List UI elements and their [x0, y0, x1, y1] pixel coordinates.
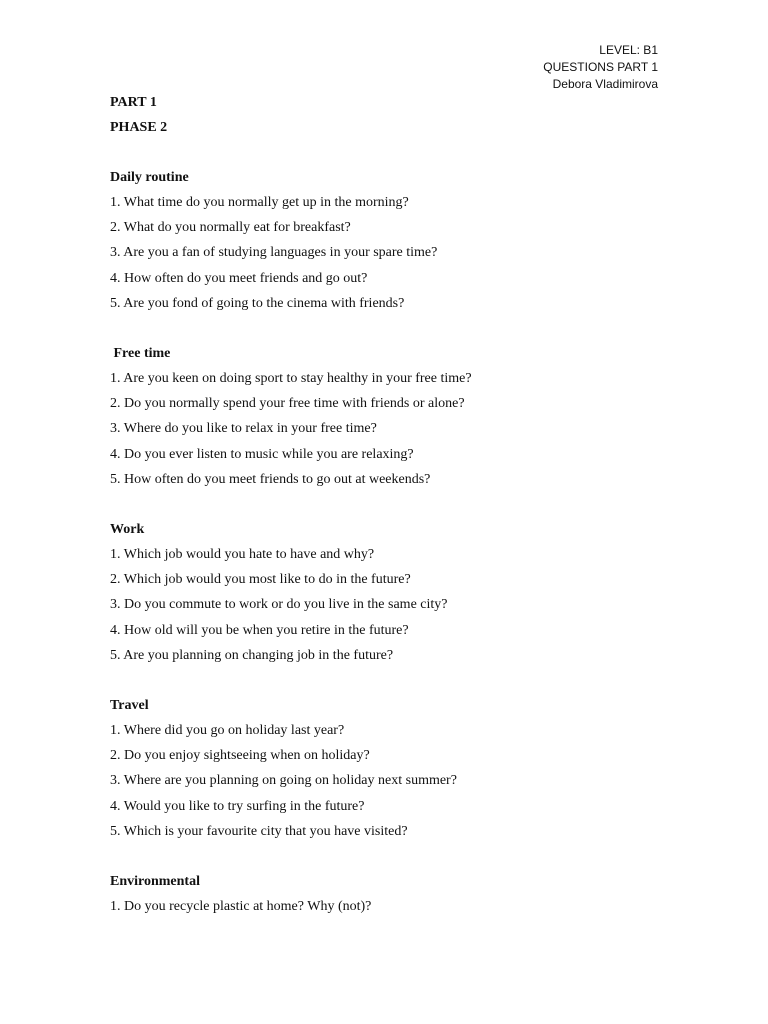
author-name: Debora Vladimirova [552, 77, 658, 91]
section-daily-routine [110, 165, 670, 316]
question-item: 4. Do you ever listen to music while you are relaxing? [110, 446, 414, 462]
question-item: 4. How often do you meet friends and go out? [110, 270, 368, 286]
section-heading: Free time [110, 346, 171, 362]
question-item: 1. Do you recycle plastic at home? Why (not)? [110, 899, 372, 915]
spacer [110, 492, 670, 517]
question-item: 1. Are you keen on doing sport to stay healthy in your free time? [110, 371, 472, 387]
document-header [543, 42, 658, 93]
question-item: 2. Which job would you most like to do in the future? [110, 572, 411, 588]
spacer [110, 668, 670, 693]
section-heading: Travel [110, 698, 149, 714]
question-item: 3. Where do you like to relax in your free time? [110, 421, 377, 437]
question-item: 5. Are you planning on changing job in the future? [110, 647, 394, 663]
question-item: 4. Would you like to try surfing in the future? [110, 798, 365, 814]
question-item: 3. Are you a fan of studying languages in your spare time? [110, 245, 438, 261]
spacer [110, 844, 670, 869]
question-item: 2. What do you normally eat for breakfast? [110, 220, 351, 236]
question-item: 2. Do you enjoy sightseeing when on holiday? [110, 748, 370, 764]
questions-part-label: QUESTIONS PART 1 [543, 60, 658, 74]
question-item: 1. Which job would you hate to have and why? [110, 547, 375, 563]
spacer [110, 316, 670, 341]
section-heading: Environmental [110, 874, 200, 890]
spacer [110, 140, 670, 165]
section-heading: Work [110, 522, 145, 538]
question-item: 3. Do you commute to work or do you live in the same city? [110, 597, 448, 613]
section-work [110, 517, 670, 668]
question-item: 3. Where are you planning on going on holiday next summer? [110, 773, 457, 789]
phase-title: PHASE 2 [110, 120, 168, 135]
question-item: 5. How often do you meet friends to go out at weekends? [110, 471, 431, 487]
part-title: PART 1 [110, 95, 157, 110]
document-body [110, 90, 670, 919]
question-item: 5. Which is your favourite city that you have visited? [110, 823, 408, 839]
section-heading: Daily routine [110, 170, 189, 185]
question-item: 1. Where did you go on holiday last year? [110, 723, 345, 739]
level-label: LEVEL: B1 [599, 43, 658, 57]
section-free-time [110, 341, 670, 492]
question-item: 5. Are you fond of going to the cinema with friends? [110, 295, 405, 311]
question-item: 1. What time do you normally get up in the morning? [110, 195, 409, 210]
question-item: 4. How old will you be when you retire in the future? [110, 622, 409, 638]
section-environmental [110, 869, 670, 919]
section-travel [110, 693, 670, 844]
question-item: 2. Do you normally spend your free time with friends or alone? [110, 396, 465, 412]
